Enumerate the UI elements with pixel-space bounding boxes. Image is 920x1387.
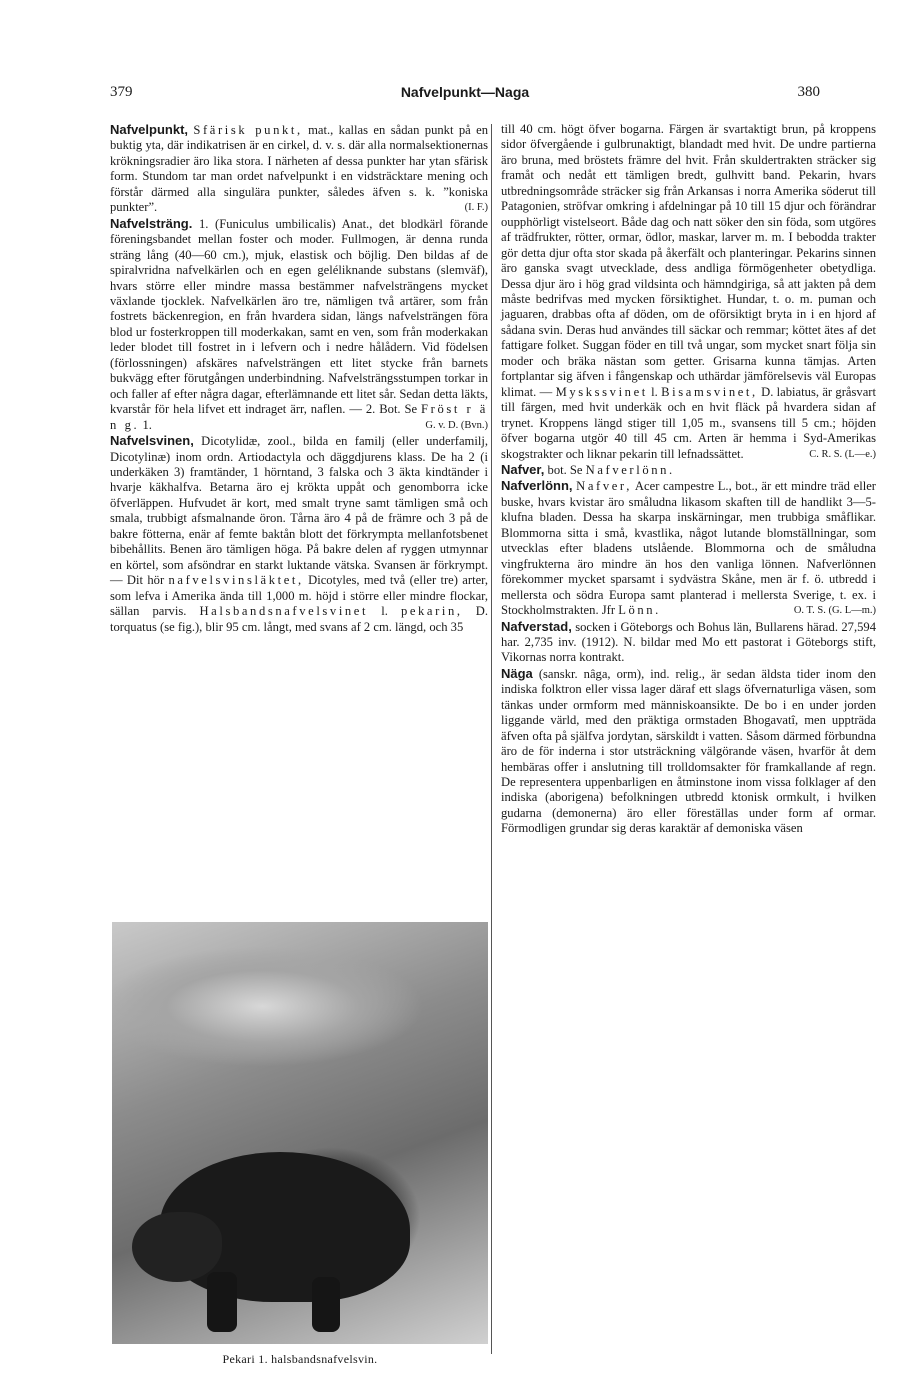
figure-caption: Pekari 1. halsbandsnafvelsvin. xyxy=(222,1352,378,1366)
spaced-term-2: Bisamsvinet, xyxy=(661,384,758,399)
entry-text: 1. (Funiculus umbilicalis) Anat., det blodkärl förande föreningsbandet mellan foster och moder. Fullmogen, är denna runda sträng lång (40—60 cm.), mjuk, elastisk och böjlig. Den bildas af de spiralvridna nafvelkärlen och en egen geléliknande substans (slemväf), hvars större eller mindre massa bestämmer nafvelsträngens mycket växlande tjocklek. Nafvelkärlen äro tre, nämligen två artärer, som från fostrets bäckenregion, en från hvardera sidan, längs nafvelsträngen föra blod ur fosterkroppen till moderkakan, samt en ven, som från moderkakan leder blodet till fostret in i lefvern och i nedre hålådern. Vid födelsen (förlossningen) afskäres nafvelsträngen ett litet stycke från barnets bukvägg efter förutgången underbindning. Nafvelsträngsstumpen torkar in och faller af efter några dagar, efterlämnande ett litet sår. Sedan detta läkts, kvarstår för hela lifvet ett indraget ärr, naflen. — 2. Bot. Se xyxy=(110,216,488,417)
entry-text-2: 1. xyxy=(139,417,152,432)
entry-text-2: l. xyxy=(647,384,662,399)
entry-nafvelpunkt xyxy=(110,122,488,216)
peccary-leg xyxy=(207,1272,237,1332)
entry-nafvelstrang xyxy=(110,216,488,433)
headword: Nafvelpunkt, xyxy=(110,122,189,137)
entry-text-4: D. torquatus (se fig.), blir 95 cm. långt, med svans af 2 cm. längd, och 35 xyxy=(110,604,488,634)
left-column xyxy=(110,122,488,635)
entry-nafverstad xyxy=(501,619,876,666)
spaced-term: Myskssvinet xyxy=(555,384,648,399)
author-signature: O. T. S. (G. L—m.) xyxy=(793,605,876,617)
entry-text: (sanskr. nâga, orm), ind. relig., är sedan äldsta tider inom den indiska folktron eller vissa lager däraf ett slags öfvernaturliga väsen, som tänkas under ormform med människoansikte. De bo i en under jorden liggande värld, med den präktiga ormstaden Bhogavatî, men uppträda äfven ofta på själfva jordytan, särskildt i vatten. Såsom därmed förbundna äro de för inderna i stor utsträckning välgörande väsen, hvarför åt dem hembäras offer i anslutning till trolldomsakter för framkallande af regn. De representera uppenbarligen en åtminstone inom vissa folklager af den indiska (aborigena) befolkningen utbredd ktonisk ormkult, i hvilken gudarna (demonerna) äro eller föreställas under form af ormar. Förmodligen grundar sig deras karaktär af demoniska väsen xyxy=(501,666,876,836)
entry-text: till 40 cm. högt öfver bogarna. Färgen är svartaktigt brun, på kroppens sidor öfvergående i gulbrunaktigt, blandadt med hvit. De undre partierna äro bruna, med bröstets främre del hvit. Från skuldertrakten sträcker sig framåt och nedåt ett tämligen bredt, gulhvitt band. Pekarin, hvars utbredningsområde sträcker sig från Arkansas i norra Amerika söderut till Patagonien, ströfvar omkring i afdelningar på 10 till 15 djur och förändrar oupphörligt vistelseort. Både dag och natt söker den sin föda, som utgöres af trädfrukter, rötter, ormar, ödlor, maskar, larver m. m. I bebodda trakter gör detta djur ofta stor skada på åkerfält och planteringar. Pekarins sinnen äro ganska svagt utvecklade, dess andliga förmögenheter obetydliga. Dessa djur äro i hög grad vildsinta och hämndgiriga, så att jakten på dem måste bedrifvas med mycken försiktighet. Hundar, t. o. m. puman och jaguaren, drabbas ofta af döden, om de oförsiktigt bryta in i en hjord af sådana svin. Deras hud användes till säckar och remmar; köttet ätes af det fattigare folket. Suggan föder en till två ungar, som mycket snart följa sin moder och bräka nästan som getter. Grisarna kunna tämjas. Arten fortplantar sig äfven i fångenskap och uthärdar jämförelsevis väl Europas klimat. — xyxy=(501,122,876,399)
entry-nafvelsvinen-continued xyxy=(501,122,876,462)
spaced-term: Fröst r ä n g. xyxy=(110,402,488,432)
spaced-term: Sfärisk punkt, xyxy=(193,123,303,137)
spaced-term-2: Lönn. xyxy=(618,603,661,618)
headword: Nafvelsvinen, xyxy=(110,433,194,449)
entry-nafvelsvinen xyxy=(110,433,488,635)
spaced-term-2: Halsbandsnafvelsvinet xyxy=(199,604,369,619)
running-head: Nafvelpunkt—Naga xyxy=(400,84,530,100)
spaced-term: Nafverlönn. xyxy=(585,462,675,477)
entry-text-3: D. labiatus, är gråsvart till färgen, med hvit underkäk och en hvit fläck på hvardera sidan af trynet. Kroppens längd stiger till 1,05 m., svansens till 5 cm.; höjden öfver bogarna utgör 40 till 45 cm. Arten är hemma i Syd-Amerikas skogstrakter och liknar pekarin till lefnadssättet. xyxy=(501,384,876,461)
spaced-term-3: pekarin, xyxy=(400,604,463,619)
page-number-left: 379 xyxy=(110,83,133,100)
page-header xyxy=(110,80,820,104)
headword: Nafver, xyxy=(501,461,545,477)
peccary-leg xyxy=(312,1277,340,1332)
entry-text: bot. Se xyxy=(544,462,586,477)
page-number-right: 380 xyxy=(797,83,820,100)
peccary-photo xyxy=(112,922,488,1344)
headword: Nafverlönn, xyxy=(501,478,573,494)
entry-text-2: Dicotyles, med två (eller tre) arter, som lefva i Amerika ända till 1,000 m. höjd i större eller mindre flockar, sällan parvis. xyxy=(110,573,489,619)
headword: Nafvelsträng. xyxy=(110,215,193,231)
entry-text: socken i Göteborgs och Bohus län, Bullarens härad. 27,594 har. 2,735 inv. (1912). N. bildar med Mo ett pastorat i Göteborgs stift, Vikornas norra kontrakt. xyxy=(501,619,876,665)
entry-text: Acer campestre L., bot., är ett mindre träd eller buske, hvars kvistar äro småludna likasom skaften till de handlikt 3—5-klufna bladen. Dessa ha skarpa inskärningar, men trubbiga småflikar. Blommorna sitta i små, kvastlika, något lutande blomställningar, som utvecklas efter bladens utslående. Blommorna och de småludna vingfrukterna äro mindre än hos den vanliga lönnen. Nafverlönnen förekommer mycket sparsamt i sydvästra Skåne, men är f. ö. utbredd i mellersta och södra Europa samt planterad i mellersta Sverige, t. ex. i Stockholmstrakten. Jfr xyxy=(501,479,876,618)
author-signature: G. v. D. (Bvn.) xyxy=(425,419,488,431)
right-column xyxy=(501,122,876,837)
peccary-head xyxy=(132,1212,222,1282)
column-divider xyxy=(491,124,492,1354)
author-signature: (I. F.) xyxy=(464,202,488,214)
entry-text: mat., kallas en sådan punkt på en buktig yta, där indikatrisen är en cirkel, d. v. s. där alla normalsektionernas krökningsradier äro lika stora. I närheten af dessa punkter har ytan sfärisk form. Stundom tar man ordet nafvelpunkt i en vidsträcktare mening och förstår därmed alla singulära punkter, således äfven s. k. ”koniska punkter”. xyxy=(110,123,488,215)
entry-naga xyxy=(501,666,876,837)
entry-text: Dicotylidæ, zool., bilda en familj (eller underfamilj, Dicotylinæ) inom ordn. Artiodactyla och däggdjurens klass. De ha 2 (i underkäken 3) framtänder, 1 hörntand, 3 falska och 3 äkta kindtänder i hvarje käkhalfva. Betarna äro ej krökta uppåt och genomborra icke öfverläppen. Hufvudet är kort, med smalt tryne samt tämligen små och smala, trubbigt afsmalnande öron. Tårna äro 4 på de främre och 3 på de bakre fötterna, enär af femte baktån blott det förkrympta mellanfotsbenet bibehållits. Benen äro tämligen höga. På bakre delen af ryggen utmynnar en körtel, som afsöndrar en starkt luktande vätska. Svansen är förkrympt. — Dit hör xyxy=(110,434,488,588)
entry-nafver xyxy=(501,462,876,478)
spaced-term: Nafver, xyxy=(576,479,632,494)
spaced-term: nafvelsvinsläktet, xyxy=(168,573,304,588)
entry-text-3: l. xyxy=(368,604,401,619)
entry-nafverlonn xyxy=(501,478,876,618)
author-signature: C. R. S. (L—e.) xyxy=(809,448,876,460)
headword: Näga xyxy=(501,665,533,681)
headword: Nafverstad, xyxy=(501,618,572,634)
